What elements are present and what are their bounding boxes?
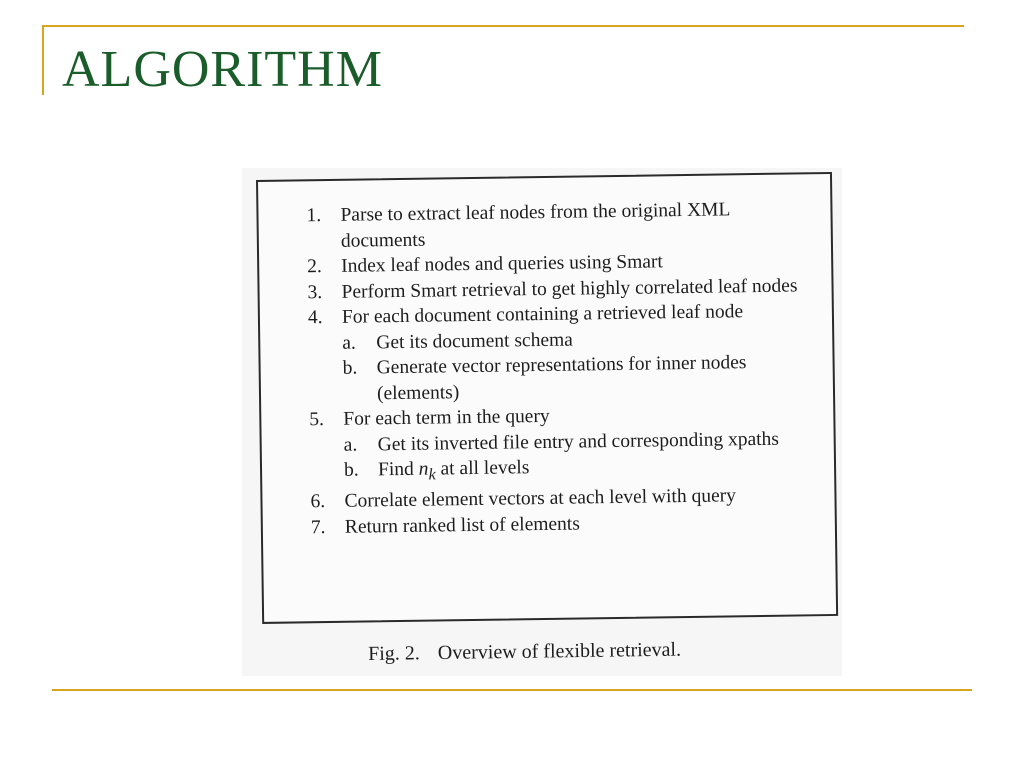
step-text: Correlate element vectors at each level with query bbox=[344, 485, 737, 513]
step-number: 6. bbox=[310, 491, 326, 513]
substep-letter: b. bbox=[343, 459, 359, 481]
step-text: Perform Smart retrieval to get highly correlated leaf nodes bbox=[341, 274, 798, 303]
slide-title: ALGORITHM bbox=[62, 41, 383, 98]
substep-letter: b. bbox=[342, 357, 358, 379]
step-number: 2. bbox=[307, 256, 322, 278]
step-number: 5. bbox=[309, 409, 325, 431]
top-accent-rule bbox=[42, 25, 964, 27]
algorithm-steps bbox=[306, 196, 811, 540]
algorithm-substep bbox=[308, 349, 809, 407]
figure-caption bbox=[368, 639, 681, 666]
bottom-accent-rule bbox=[52, 689, 972, 691]
step-text: Parse to extract leaf nodes from the original XML documents bbox=[340, 199, 730, 252]
figure-caption-text: Overview of flexible retrieval. bbox=[437, 638, 682, 665]
substep-text: Generate vector representations for inner nodes (elements) bbox=[376, 352, 747, 404]
step-text: For each term in the query bbox=[343, 405, 550, 430]
substep-text: Get its inverted file entry and corresponding xpaths bbox=[377, 428, 780, 455]
substep-letter: a. bbox=[342, 332, 356, 354]
math-subscript-k: k bbox=[428, 465, 436, 484]
step-text: Return ranked list of elements bbox=[344, 513, 581, 538]
step-number: 4. bbox=[307, 307, 323, 329]
step-number: 3. bbox=[307, 281, 323, 303]
figure-caption-label: Fig. 2. bbox=[368, 642, 420, 665]
substep-letter: a. bbox=[343, 434, 358, 456]
step-number: 7. bbox=[310, 516, 326, 539]
algorithm-step bbox=[306, 196, 807, 254]
step-number: 1. bbox=[306, 205, 322, 227]
algorithm-figure-box bbox=[256, 172, 838, 624]
substep-text-pre: Find bbox=[377, 458, 419, 481]
step-text: Index leaf nodes and queries using Smart bbox=[341, 251, 664, 277]
substep-text-post: at all levels bbox=[435, 457, 530, 480]
math-variable-n: n bbox=[418, 458, 429, 480]
substep-text: Get its document schema bbox=[376, 329, 573, 353]
left-accent-rule bbox=[42, 25, 44, 95]
step-text: For each document containing a retrieved leaf node bbox=[341, 301, 744, 328]
